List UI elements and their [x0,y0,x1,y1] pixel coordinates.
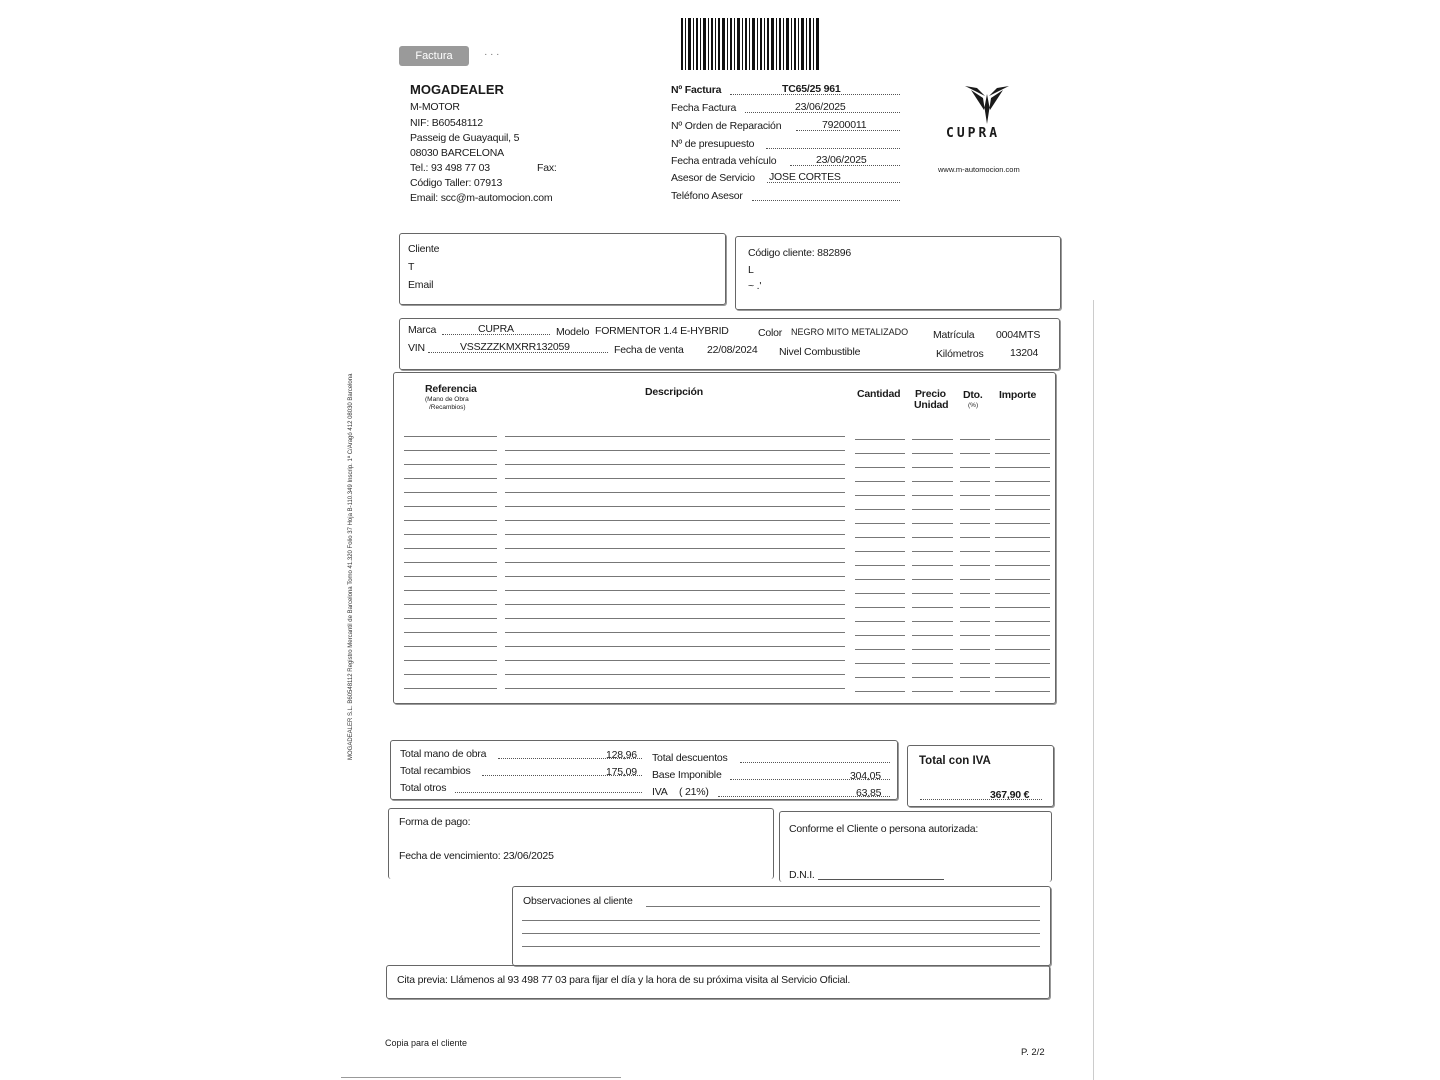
table-rule [855,537,905,538]
col-reference: Referencia [425,383,477,395]
table-rule [995,481,1050,482]
vin-label: VIN [408,342,425,354]
table-rule [995,691,1050,692]
vehicle-vin: VSSZZZKMXRR132059 [460,341,570,353]
table-rule [995,551,1050,552]
table-rule [995,635,1050,636]
sale-date-label: Fecha de venta [614,344,684,356]
table-rule [855,691,905,692]
table-rule [912,593,953,594]
table-rule [855,579,905,580]
appointment-text: Cita previa: Llámenos al 93 498 77 03 para fijar el día y la hora de su próxima visita al Servicio Oficial. [397,974,851,986]
km-label: Kilómetros [936,348,984,360]
table-rule [960,467,990,468]
repair-order: 79200011 [822,119,867,131]
table-rule [960,481,990,482]
tax-base: 304,05 [850,770,881,782]
table-rule [960,453,990,454]
table-rule [404,562,497,563]
table-rule [505,492,845,493]
table-rule [855,593,905,594]
table-rule [960,677,990,678]
table-rule [995,593,1050,594]
vat-percent: ( 21%) [679,786,709,798]
table-rule [404,618,497,619]
table-rule [995,607,1050,608]
table-rule [995,677,1050,678]
table-rule [404,464,497,465]
other-total-label: Total otros [400,782,447,794]
table-rule [505,590,845,591]
client-email-label: Email [408,279,434,291]
table-rule [912,537,953,538]
grand-total-label: Total con IVA [919,755,991,767]
company-nif: NIF: B60548112 [410,117,483,129]
table-rule [404,548,497,549]
website: www.m-automocion.com [938,165,1020,174]
table-rule [912,467,953,468]
invoice-number-label: Nº Factura [671,84,722,96]
table-rule [912,635,953,636]
table-rule [960,663,990,664]
table-rule [855,495,905,496]
client-right-line2: L [748,264,754,276]
badge-dots: · · · [484,48,500,60]
table-rule [404,632,497,633]
table-rule [995,509,1050,510]
table-rule [960,439,990,440]
table-rule [912,663,953,664]
table-rule [912,677,953,678]
table-rule [855,481,905,482]
table-rule [912,523,953,524]
table-rule [995,649,1050,650]
client-box-left [399,233,726,305]
table-rule [960,537,990,538]
discount-total-label: Total descuentos [652,752,728,764]
table-rule [855,439,905,440]
table-rule [912,453,953,454]
table-rule [855,551,905,552]
table-rule [404,576,497,577]
items-table [393,372,1056,704]
table-rule [404,534,497,535]
advisor-phone-label: Teléfono Asesor [671,190,743,202]
due-date: Fecha de vencimiento: 23/06/2025 [399,850,554,862]
table-rule [960,621,990,622]
entry-date-label: Fecha entrada vehículo [671,155,777,167]
scan-edge [1093,300,1094,1080]
client-code: Código cliente: 882896 [748,247,852,259]
table-rule [995,453,1050,454]
table-rule [505,576,845,577]
advisor-label: Asesor de Servicio [671,172,755,184]
col-unit-price-1: Precio [915,388,946,400]
dni-label: D.N.I. [789,869,815,881]
company-city: 08030 BARCELONA [410,147,504,159]
col-reference-sub1: (Mano de Obra [425,396,469,403]
table-rule [912,439,953,440]
table-rule [912,509,953,510]
client-line1: Cliente [408,243,440,255]
col-amount: Importe [999,389,1037,401]
table-rule [404,506,497,507]
brand-label: Marca [408,324,437,336]
entry-date: 23/06/2025 [816,154,867,166]
model-label: Modelo [556,326,590,338]
table-rule [855,607,905,608]
table-rule [912,607,953,608]
vehicle-brand: CUPRA [478,323,514,335]
color-label: Color [758,327,783,339]
company-taller: Código Taller: 07913 [410,177,503,189]
table-rule [404,660,497,661]
table-rule [960,495,990,496]
table-rule [505,618,845,619]
vehicle-plate: 0004MTS [996,329,1041,341]
table-rule [404,604,497,605]
table-rule [505,660,845,661]
table-rule [960,523,990,524]
table-rule [995,565,1050,566]
table-rule [855,621,905,622]
advisor-name: JOSE CORTES [769,171,841,183]
vat-amount: 63,85 [856,787,882,799]
company-email: Email: scc@m-automocion.com [410,192,553,204]
table-rule [855,677,905,678]
table-rule [505,646,845,647]
cupra-logo-icon [963,84,1011,126]
table-rule [505,688,845,689]
company-fax: Fax: [537,162,557,174]
table-rule [505,506,845,507]
table-rule [960,649,990,650]
table-rule [505,520,845,521]
document-type-badge: Factura [399,46,469,66]
signature-box [779,811,1052,882]
table-rule [505,562,845,563]
parts-total-label: Total recambios [400,765,471,777]
vehicle-km: 13204 [1010,347,1039,359]
grand-total: 367,90 € [990,789,1030,801]
company-name: MOGADEALER [410,82,504,97]
invoice-number: TC65/25 961 [782,83,841,95]
table-rule [404,646,497,647]
table-rule [912,579,953,580]
fuel-label: Nivel Combustible [779,346,861,358]
table-rule [404,478,497,479]
table-rule [960,635,990,636]
table-rule [995,621,1050,622]
client-right-line3: ~ .' [748,280,762,292]
logo-text: CUPRA [946,126,1001,141]
table-rule [505,436,845,437]
table-rule [505,534,845,535]
repair-order-label: Nº Orden de Reparación [671,120,782,132]
side-registry-text: MOGADEALER S.L. B60548112 Registro Mercantil de Barcelona Tomo 41.320 Folio 37 Hoja B-110.349 Inscrip. 1ª C/Aragó 412 08030 Barcelona [348,373,354,760]
table-rule [995,439,1050,440]
table-rule [960,579,990,580]
table-rule [855,663,905,664]
labor-total-label: Total mano de obra [400,748,487,760]
table-rule [960,691,990,692]
budget-label: Nº de presupuesto [671,138,755,150]
col-quantity: Cantidad [857,388,901,400]
table-rule [404,590,497,591]
table-rule [912,691,953,692]
col-discount-sub: (%) [968,402,979,409]
table-rule [505,450,845,451]
payment-method: Forma de pago: [399,816,471,828]
vehicle-color: NEGRO MITO METALIZADO [791,327,909,337]
vehicle-model: FORMENTOR 1.4 E-HYBRID [595,325,729,337]
barcode [681,18,819,70]
table-rule [404,492,497,493]
table-rule [855,565,905,566]
table-rule [912,481,953,482]
table-rule [912,495,953,496]
table-rule [505,674,845,675]
table-rule [505,632,845,633]
table-rule [404,436,497,437]
table-rule [855,453,905,454]
table-rule [960,607,990,608]
table-rule [995,495,1050,496]
client-conformity: Conforme el Cliente o persona autorizada: [789,823,979,835]
labor-total: 128,96 [606,749,637,761]
table-rule [505,604,845,605]
table-rule [995,663,1050,664]
table-rule [404,674,497,675]
vat-label: IVA [652,786,668,798]
company-address: Passeig de Guayaquil, 5 [410,132,520,144]
invoice-date: 23/06/2025 [795,101,846,113]
table-rule [960,551,990,552]
table-rule [995,579,1050,580]
table-rule [912,649,953,650]
company-tel: Tel.: 93 498 77 03 [410,162,490,174]
table-rule [960,509,990,510]
table-rule [404,688,497,689]
col-discount: Dto. [963,389,983,401]
table-rule [855,635,905,636]
table-rule [855,523,905,524]
page-number: P. 2/2 [1021,1047,1045,1058]
table-rule [995,537,1050,538]
table-rule [912,621,953,622]
invoice-date-label: Fecha Factura [671,102,737,114]
table-rule [912,565,953,566]
parts-total: 175,09 [606,766,637,778]
company-brand: M-MOTOR [410,101,460,113]
table-rule [855,509,905,510]
table-rule [995,523,1050,524]
table-rule [960,593,990,594]
sale-date: 22/08/2024 [707,344,758,356]
col-description: Descripción [645,386,703,398]
table-rule [855,649,905,650]
table-rule [505,478,845,479]
col-reference-sub2: /Recambios) [429,404,466,411]
table-rule [912,551,953,552]
table-rule [855,467,905,468]
table-rule [995,467,1050,468]
plate-label: Matrícula [933,329,975,341]
table-rule [505,464,845,465]
footer-copy: Copia para el cliente [385,1038,468,1048]
client-line2: T [408,261,415,273]
observations-label: Observaciones al cliente [523,895,633,907]
tax-base-label: Base Imponible [652,769,722,781]
col-unit-price-2: Unidad [914,399,949,411]
table-rule [505,548,845,549]
table-rule [404,520,497,521]
table-rule [404,450,497,451]
table-rule [960,565,990,566]
